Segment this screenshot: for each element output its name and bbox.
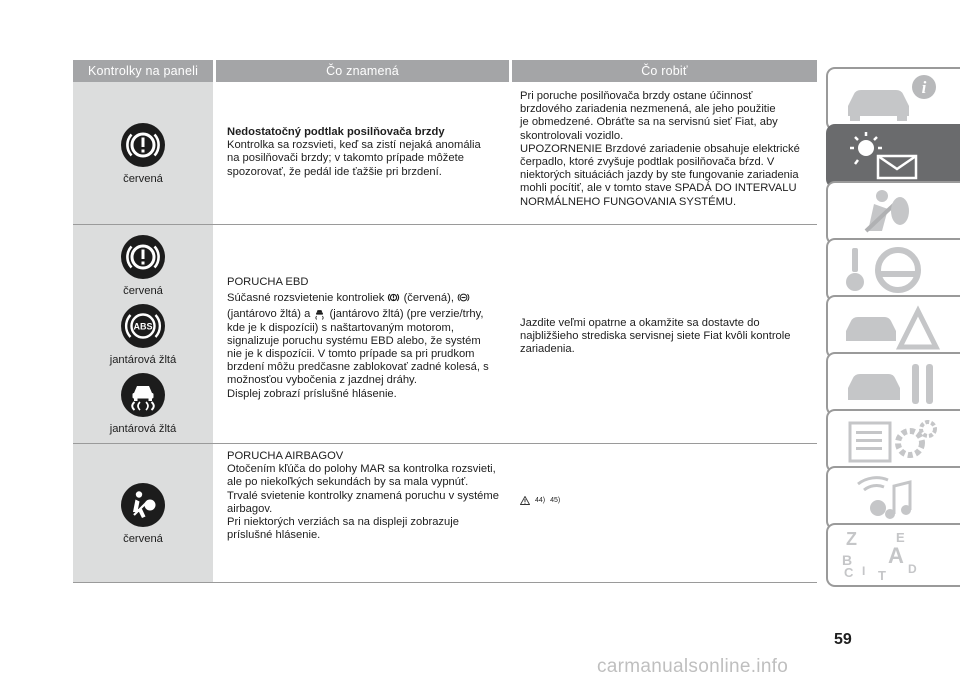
meaning-text: (jantárovo žltá) (pre verzie/trhy,	[329, 308, 484, 321]
tab-emergency[interactable]	[826, 295, 960, 359]
meaning-line	[227, 291, 509, 305]
icon-cell	[73, 82, 213, 224]
icon-caption: červená	[123, 284, 163, 297]
tab-warning-lights[interactable]	[826, 124, 960, 188]
meaning-line: Kontrolka sa rozsvieti, keď sa zistí nejaká anomália	[227, 139, 481, 152]
meaning-line: spozorovať, že pedál ide ťažšie pri brzdení.	[227, 165, 442, 178]
multimedia-icon	[838, 472, 948, 524]
meaning-line: Pri niektorých verziách sa na displeji zobrazuje	[227, 516, 459, 529]
warning-references	[520, 494, 560, 507]
action-line: niektorých situáciách jazdy by ste fungovanie zariadenia	[520, 169, 799, 182]
esc-skid-icon	[313, 307, 326, 320]
icon-cell	[73, 225, 213, 443]
reference-link[interactable]: 44)	[535, 497, 546, 504]
emergency-icon	[838, 301, 948, 353]
icon-caption: jantárová žltá	[109, 353, 177, 366]
meaning-line: Otočením kľúča do polohy MAR sa kontrolka rozsvieti,	[227, 463, 496, 476]
brake-warning-icon	[120, 122, 166, 168]
alphabetical-index-icon	[838, 529, 948, 581]
tab-index[interactable]	[826, 523, 960, 587]
car-info-icon	[838, 73, 948, 125]
maintenance-icon	[838, 358, 948, 410]
tab-starting-driving[interactable]	[826, 238, 960, 302]
abs-label: ABS	[133, 321, 153, 331]
meaning-line: PORUCHA EBD	[227, 276, 309, 288]
index-letter: E	[896, 530, 905, 545]
abs-icon	[120, 303, 166, 349]
meaning-line: príslušné hlásenie.	[227, 529, 321, 542]
meaning-title: Nedostatočný podtlak posilňovača brzdy	[227, 126, 445, 138]
meaning-line: ale po niekoľkých sekundách by sa mala vypnúť.	[227, 476, 469, 489]
warning-lights-icon	[838, 130, 948, 182]
meaning-line: signalizuje poruchu systému EBD alebo, že systém	[227, 334, 481, 347]
header-meaning: Čo znamená	[216, 60, 509, 82]
meaning-cell	[213, 444, 509, 582]
table-row	[73, 225, 817, 444]
warning-lights-table	[73, 60, 817, 583]
table-row	[73, 82, 817, 225]
meaning-line: na posilňovači brzdy; v takomto prípade môžete	[227, 152, 464, 165]
index-letter: T	[878, 568, 886, 581]
index-letter: C	[844, 565, 854, 580]
meaning-line: brzdení môžu predčasne zablokovať zadné kolesá, s	[227, 361, 489, 374]
tab-safety[interactable]	[826, 181, 960, 245]
index-letter: B	[842, 552, 853, 568]
watermark: carmanualsonline.info	[597, 656, 789, 677]
action-line: mohli pocítiť, ale v tomto stave SPADÁ DO INTERVALU	[520, 182, 797, 195]
index-letter: Z	[846, 529, 857, 549]
meaning-line: airbagov.	[227, 502, 273, 515]
meaning-cell	[213, 225, 509, 443]
index-letter: A	[888, 543, 904, 568]
meaning-text: (červená),	[403, 292, 454, 305]
airbag-icon	[120, 482, 166, 528]
meaning-text: Súčasné rozsvietenie kontroliek	[227, 292, 385, 305]
meaning-line: Displej zobrazí príslušné hlásenie.	[227, 387, 397, 400]
safety-icon	[838, 187, 948, 239]
tab-multimedia[interactable]	[826, 466, 960, 530]
abs-icon	[457, 291, 470, 304]
header-warning-lights: Kontrolky na paneli	[73, 60, 213, 82]
esc-skid-icon	[120, 372, 166, 418]
icon-cell	[73, 444, 213, 582]
action-line: čerpadlo, ktoré zvyšuje podtlak posilňovača bŕzd. V	[520, 156, 775, 169]
header-action: Čo robiť	[512, 60, 817, 82]
brake-warning-icon	[120, 234, 166, 280]
action-line: UPOZORNENIE Brzdové zariadenie obsahuje elektrické	[520, 142, 800, 155]
action-line: zariadenia.	[520, 343, 575, 356]
table-row	[73, 444, 817, 583]
index-letter: I	[862, 564, 866, 578]
brake-warning-icon	[387, 291, 400, 304]
technical-data-icon	[838, 415, 948, 467]
action-line: brzdového zariadenia nezmenená, ale jeho použitie	[520, 103, 776, 116]
meaning-line: Trvalé svietenie kontrolky znamená poruchu v systéme	[227, 489, 499, 502]
action-line: najbližšieho strediska servisnej siete Fiat kvôli kontrole	[520, 330, 791, 343]
action-cell	[509, 444, 817, 582]
action-line: NORMÁLNEHO FUNGOVANIA SYSTÉMU.	[520, 195, 737, 208]
action-line: skontrolovali vozidlo.	[520, 129, 624, 142]
table-header	[73, 60, 817, 82]
page-number: 59	[834, 631, 852, 648]
icon-caption: červená	[123, 172, 163, 185]
svg-text:i: i	[921, 78, 927, 97]
icon-caption: červená	[123, 532, 163, 545]
tab-car-info[interactable]	[826, 67, 960, 131]
steering-key-icon	[838, 244, 948, 296]
tab-maintenance[interactable]	[826, 352, 960, 416]
icon-caption: jantárová žltá	[109, 422, 177, 435]
meaning-line	[227, 307, 509, 321]
meaning-cell	[213, 82, 509, 224]
meaning-text: (jantárovo žltá) a	[227, 308, 311, 321]
tab-technical-data[interactable]	[826, 409, 960, 473]
action-line: Pri poruche posilňovača brzdy ostane účinnosť	[520, 90, 753, 102]
action-cell	[509, 82, 817, 224]
action-line: je obmedzené. Obráťte sa na servisnú sieť Fiat, aby	[520, 116, 778, 129]
action-line: Jazdite veľmi opatrne a okamžite sa dostavte do	[520, 317, 760, 329]
meaning-line: možnosťou vybočenia z jazdnej dráhy.	[227, 374, 417, 387]
meaning-line: kde je k dispozícii) s naštartovaným motorom,	[227, 321, 454, 334]
meaning-line: PORUCHA AIRBAGOV	[227, 450, 344, 462]
action-cell	[509, 225, 817, 443]
reference-link[interactable]: 45)	[550, 497, 561, 504]
warning-triangle-icon	[520, 496, 530, 505]
index-letter: D	[908, 562, 917, 576]
meaning-line: nie je k dispozícii. V tomto prípade sa pri prudkom	[227, 348, 475, 361]
